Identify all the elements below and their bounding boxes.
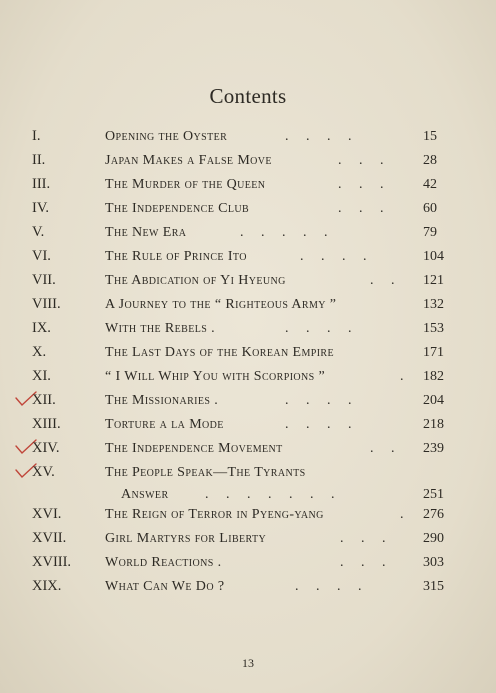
leader-dots: . . . <box>338 201 384 216</box>
toc-entry <box>0 506 496 530</box>
chapter-title: The Abdication of Yi Hyeung <box>105 273 286 288</box>
chapter-number: XV. <box>32 464 55 480</box>
chapter-title: The Murder of the Queen <box>105 177 266 192</box>
chapter-title: The New Era <box>105 225 187 240</box>
chapter-title: Torture a la Mode <box>105 417 224 432</box>
chapter-number: IV. <box>32 200 50 216</box>
page-number: 42 <box>423 177 437 192</box>
chapter-title: With the Rebels . <box>105 321 216 336</box>
chapter-title: World Reactions . <box>105 555 222 570</box>
page-number: 171 <box>423 345 444 360</box>
toc-entry <box>0 248 496 272</box>
chapter-title: The Independence Movement <box>105 441 283 456</box>
chapter-number: XII. <box>32 392 56 408</box>
toc-entry <box>0 464 496 508</box>
page-number: 132 <box>423 297 444 312</box>
chapter-number: XIII. <box>32 416 61 432</box>
page-number: 290 <box>423 531 444 546</box>
toc-entry <box>0 530 496 554</box>
page-number: 79 <box>423 225 437 240</box>
chapter-title: The Reign of Terror in Pyeng-yang <box>105 507 324 522</box>
toc-entry <box>0 344 496 368</box>
leader-dots: . . <box>370 441 395 456</box>
chapter-title: The Missionaries . <box>105 393 219 408</box>
toc-entry <box>0 224 496 248</box>
toc-entry <box>0 554 496 578</box>
chapter-title: Japan Makes a False Move <box>105 153 272 168</box>
chapter-title: What Can We Do ? <box>105 579 225 594</box>
toc-entry <box>0 392 496 416</box>
chapter-title: The Independence Club <box>105 201 250 216</box>
page-number: 15 <box>423 129 437 144</box>
chapter-number: III. <box>32 176 51 192</box>
toc-entry <box>0 296 496 320</box>
chapter-title: “ I Will Whip You with Scorpions ” <box>105 369 326 384</box>
chapter-title: Opening the Oyster <box>105 129 228 144</box>
chapter-number: V. <box>32 224 45 240</box>
page-title: Contents <box>209 84 287 108</box>
chapter-title: A Journey to the “ Righteous Army ” <box>105 297 337 312</box>
chapter-number: II. <box>32 152 46 168</box>
page-number: 104 <box>423 249 444 264</box>
chapter-title: The Last Days of the Korean Empire <box>105 345 335 360</box>
page-number: 251 <box>423 487 444 502</box>
chapter-number: VI. <box>32 248 51 264</box>
toc-entry <box>0 440 496 464</box>
toc-entry <box>0 578 496 602</box>
page-number: 315 <box>423 579 444 594</box>
toc-entry <box>0 368 496 392</box>
leader-dots: . . . . <box>285 129 352 144</box>
leader-dots: . . . . <box>285 417 352 432</box>
toc-entry <box>0 320 496 344</box>
chapter-number: XVI. <box>32 506 62 522</box>
chapter-title: The People Speak—The Tyrants <box>105 465 306 480</box>
chapter-number: IX. <box>32 320 51 336</box>
page-number: 28 <box>423 153 437 168</box>
chapter-number: XIX. <box>32 578 62 594</box>
leader-dots: . . . . . <box>240 225 328 240</box>
leader-dots: . . . <box>338 153 384 168</box>
leader-dots: . . . <box>338 177 384 192</box>
leader-dots: . . . . <box>300 249 367 264</box>
toc-entry <box>0 416 496 440</box>
chapter-title: The Rule of Prince Ito <box>105 249 247 264</box>
leader-dots: . . . . <box>285 393 352 408</box>
page-number: 121 <box>423 273 444 288</box>
toc-entry <box>0 176 496 200</box>
leader-dots: . . . . . . . <box>205 487 335 502</box>
page-number: 303 <box>423 555 444 570</box>
page-folio: 13 <box>242 656 254 670</box>
chapter-number: I. <box>32 128 41 144</box>
page-number: 182 <box>423 369 444 384</box>
page-number: 239 <box>423 441 444 456</box>
leader-dots: . . . . <box>295 579 362 594</box>
chapter-number: XVIII. <box>32 554 72 570</box>
toc-entry <box>0 272 496 296</box>
toc-entry <box>0 152 496 176</box>
chapter-number: VII. <box>32 272 56 288</box>
leader-dots: . <box>400 369 404 384</box>
toc-entry <box>0 128 496 152</box>
chapter-title-continued: Answer <box>121 487 169 502</box>
page-number: 153 <box>423 321 444 336</box>
page-number: 276 <box>423 507 444 522</box>
chapter-number: X. <box>32 344 47 360</box>
leader-dots: . <box>400 507 404 522</box>
leader-dots: . . <box>370 273 395 288</box>
leader-dots: . . . . <box>285 321 352 336</box>
chapter-number: XI. <box>32 368 51 384</box>
chapter-title: Girl Martyrs for Liberty <box>105 531 267 546</box>
page-number: 60 <box>423 201 437 216</box>
leader-dots: . . . <box>340 555 386 570</box>
leader-dots: . . . <box>340 531 386 546</box>
chapter-number: XVII. <box>32 530 67 546</box>
page-number: 204 <box>423 393 444 408</box>
chapter-number: VIII. <box>32 296 61 312</box>
toc-entry <box>0 200 496 224</box>
page-number: 218 <box>423 417 444 432</box>
chapter-number: XIV. <box>32 440 60 456</box>
